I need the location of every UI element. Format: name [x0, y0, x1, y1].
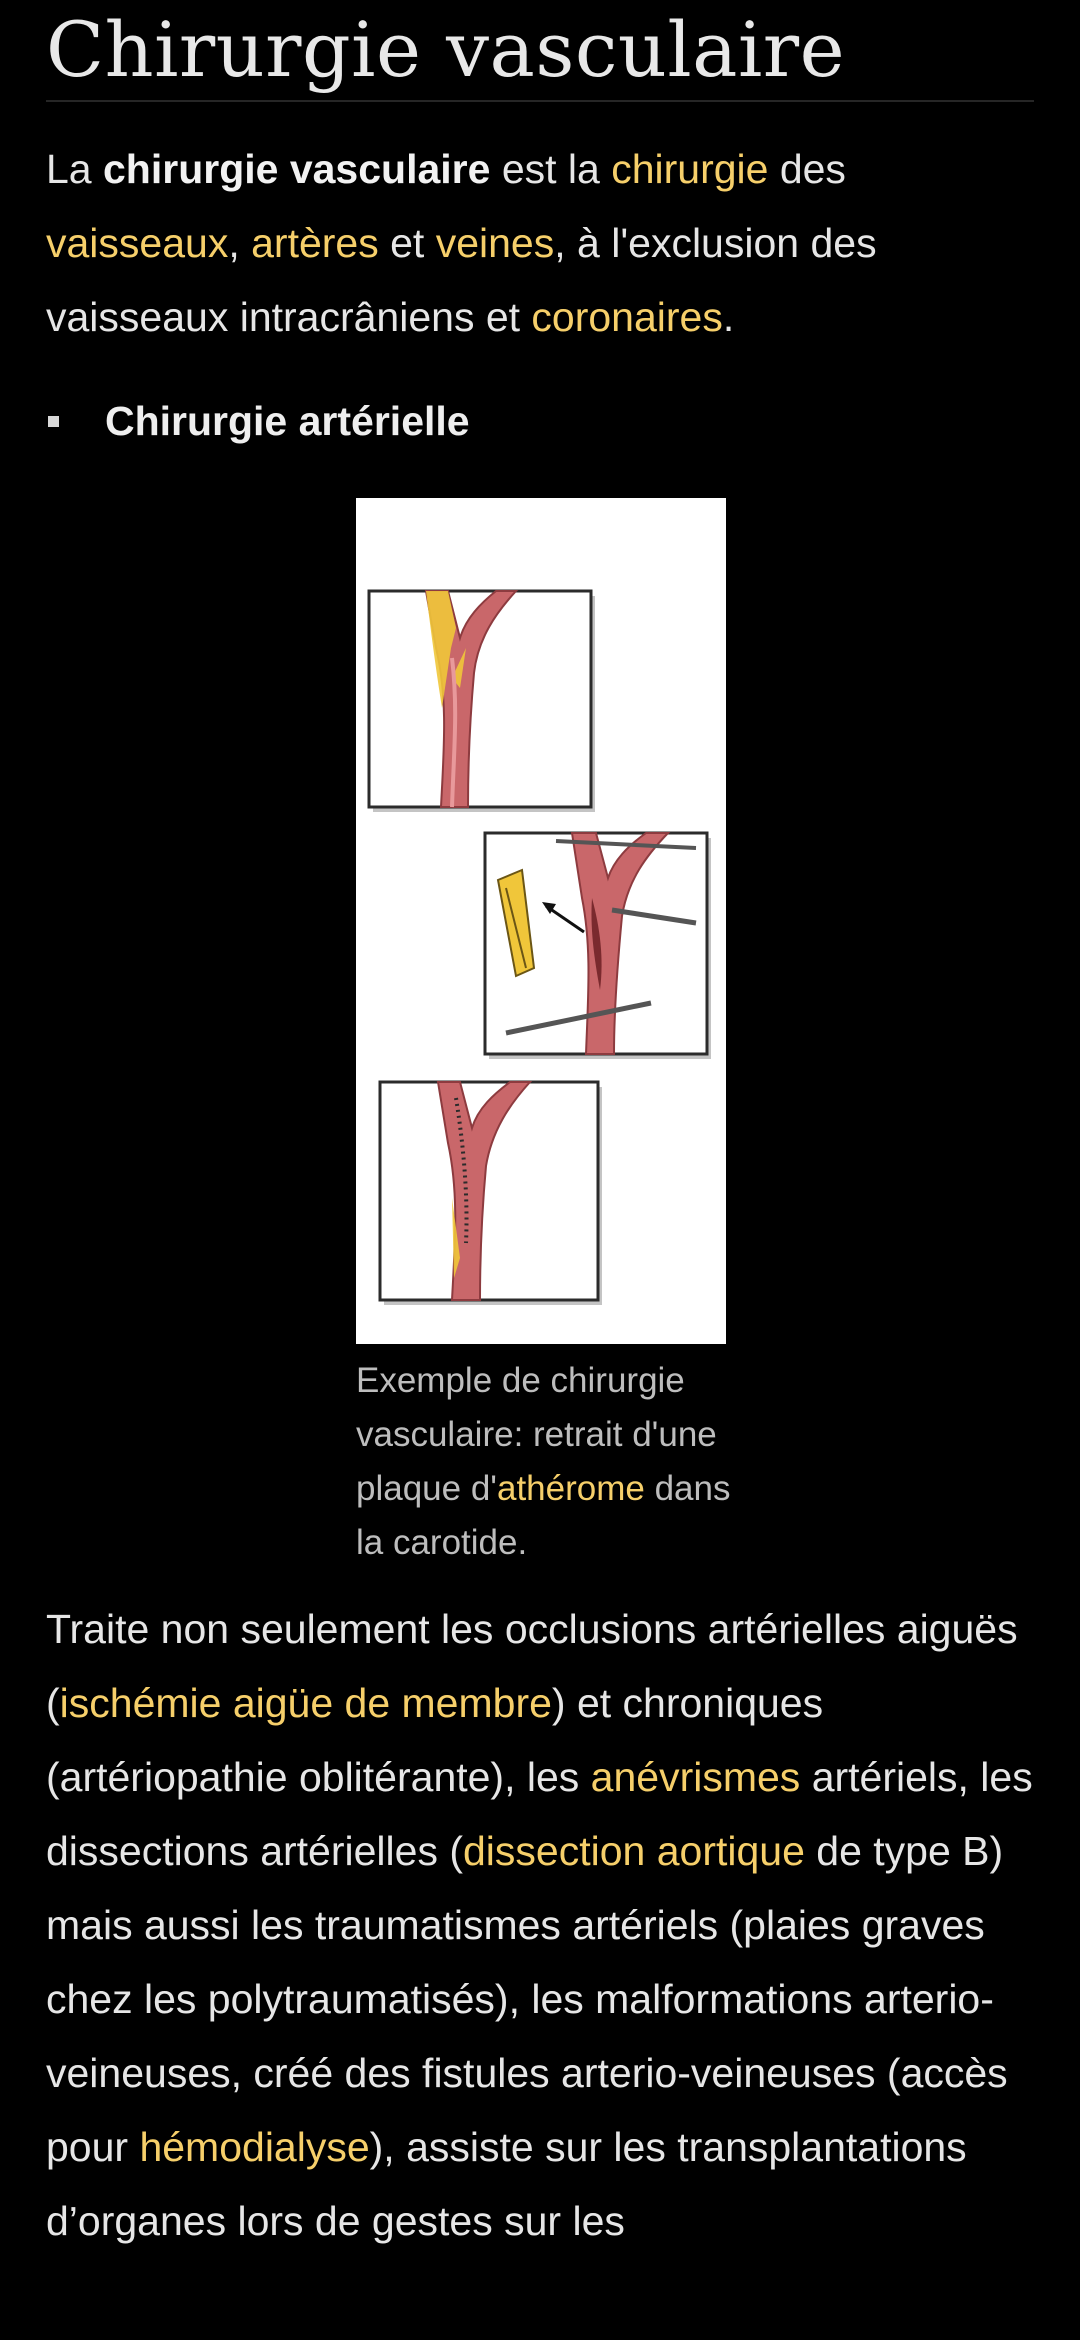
bullet-square-icon — [48, 416, 59, 427]
caption-text-1: Exemple de chirurgie vasculaire: retrait d'une plaque d' — [356, 1361, 717, 1508]
page-title: Chirurgie vasculaire — [46, 5, 846, 94]
carotid-endarterectomy-illustration[interactable] — [356, 498, 726, 1344]
intro-bold-term: chirurgie vasculaire — [103, 146, 491, 192]
intro-text-2: est la — [490, 146, 612, 192]
body-text-5: ), assiste sur les transplantations d’organes lors de gestes sur les — [46, 2124, 967, 2244]
intro-text-1: La — [46, 146, 103, 192]
body-text-2: ) et chroniques (artériopathie oblitérante), les — [46, 1680, 824, 1800]
intro-text-5: et — [378, 220, 436, 266]
body-text-1: Traite non seulement les occlusions artérielles aiguës ( — [46, 1606, 1018, 1726]
figure — [356, 498, 731, 1570]
body-text-3: artériels, les dissections artérielles ( — [46, 1754, 1033, 1874]
link-chirurgie[interactable]: chirurgie — [611, 146, 769, 192]
title-divider — [46, 100, 1034, 102]
link-coronaires[interactable]: coronaires — [531, 294, 723, 340]
figure-caption — [356, 1354, 736, 1570]
link-arteres[interactable]: artères — [251, 220, 379, 266]
panel-plaque-icon — [369, 591, 595, 812]
caption-text-2: dans la carotide. — [356, 1469, 731, 1562]
link-dissection-aortique[interactable]: dissection aortique — [463, 1828, 805, 1874]
panel-removal-icon — [485, 833, 711, 1059]
link-hemodialyse[interactable]: hémodialyse — [139, 2124, 370, 2170]
intro-text-6: , à l'exclusion des vaisseaux intracrâniens et — [46, 220, 877, 340]
body-text-4: de type B) mais aussi les traumatismes artériels (plaies graves chez les polytraumatisés), les malformations arterio-veineuses, créé des fistules arterio-veineuses (accès pour — [46, 1828, 1008, 2170]
link-veines[interactable]: veines — [435, 220, 555, 266]
link-ischemie[interactable]: ischémie aigüe de membre — [59, 1680, 552, 1726]
link-anevrismes[interactable]: anévrismes — [590, 1754, 801, 1800]
bullet-label: Chirurgie artérielle — [105, 397, 470, 444]
intro-text-3: des — [768, 146, 846, 192]
body-paragraph — [46, 1592, 1034, 2258]
panel-suture-icon — [380, 1082, 602, 1305]
intro-paragraph — [46, 132, 1034, 354]
bullet-item — [46, 388, 1034, 454]
link-vaisseaux[interactable]: vaisseaux — [46, 220, 229, 266]
intro-text-4: , — [228, 220, 252, 266]
link-atherome[interactable]: athérome — [496, 1469, 645, 1508]
intro-text-7: . — [722, 294, 735, 340]
